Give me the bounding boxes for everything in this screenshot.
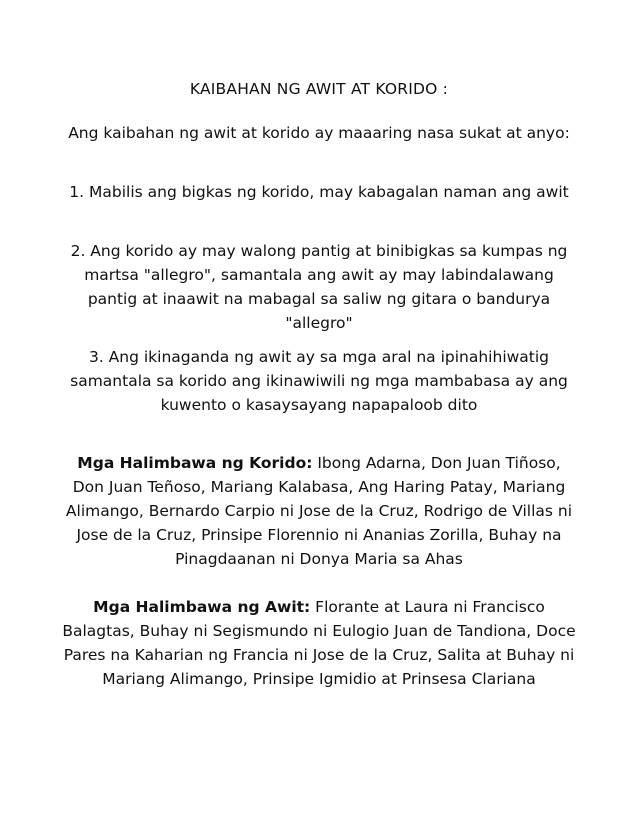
korido-examples-label: Mga Halimbawa ng Korido: xyxy=(77,454,313,472)
point-3-paragraph: 3. Ang ikinaganda ng awit ay sa mga aral na ipinahihiwatig samantala sa korido ang ikinawiwili ng mga mambabasa ay ang kuwento o kasaysayang napapaloob dito xyxy=(70,348,568,414)
korido-examples-text: Ibong Adarna, Don Juan Tiñoso, Don Juan Teñoso, Mariang Kalabasa, Ang Haring Patay, Mariang Alimango, Bernardo Carpio ni Jose de la Cruz, Rodrigo de Villas ni Jose de la Cruz, Prinsipe Florennio ni Ananias Zorilla, Buhay na Pinagdaanan ni Donya Maria sa Ahas xyxy=(65,454,573,568)
awit-examples-label: Mga Halimbawa ng Awit: xyxy=(93,598,311,616)
point-2-paragraph: 2. Ang korido ay may walong pantig at binibigkas sa kumpas ng martsa "allegro", samantala ang awit ay may labindalawang pantig at inaawit na mabagal sa saliw ng gitara o bandurya "allegro" xyxy=(70,242,568,332)
awit-examples-paragraph xyxy=(62,595,576,691)
point-1-paragraph: 1. Mabilis ang bigkas ng korido, may kabagalan naman ang awit xyxy=(69,183,569,201)
intro-paragraph: Ang kaibahan ng awit at korido ay maaaring nasa sukat at anyo: xyxy=(68,124,570,142)
korido-examples-paragraph xyxy=(62,451,576,571)
document-title: KAIBAHAN NG AWIT AT KORIDO : xyxy=(189,80,449,98)
awit-examples-text: Florante at Laura ni Francisco Balagtas, Buhay ni Segismundo ni Eulogio Juan de Tandiona, Doce Pares na Kaharian ng Francia ni Jose de la Cruz, Salita at Buhay ni Mariang Alimango, Prinsipe Igmidio at Prinsesa Clariana xyxy=(62,598,576,688)
